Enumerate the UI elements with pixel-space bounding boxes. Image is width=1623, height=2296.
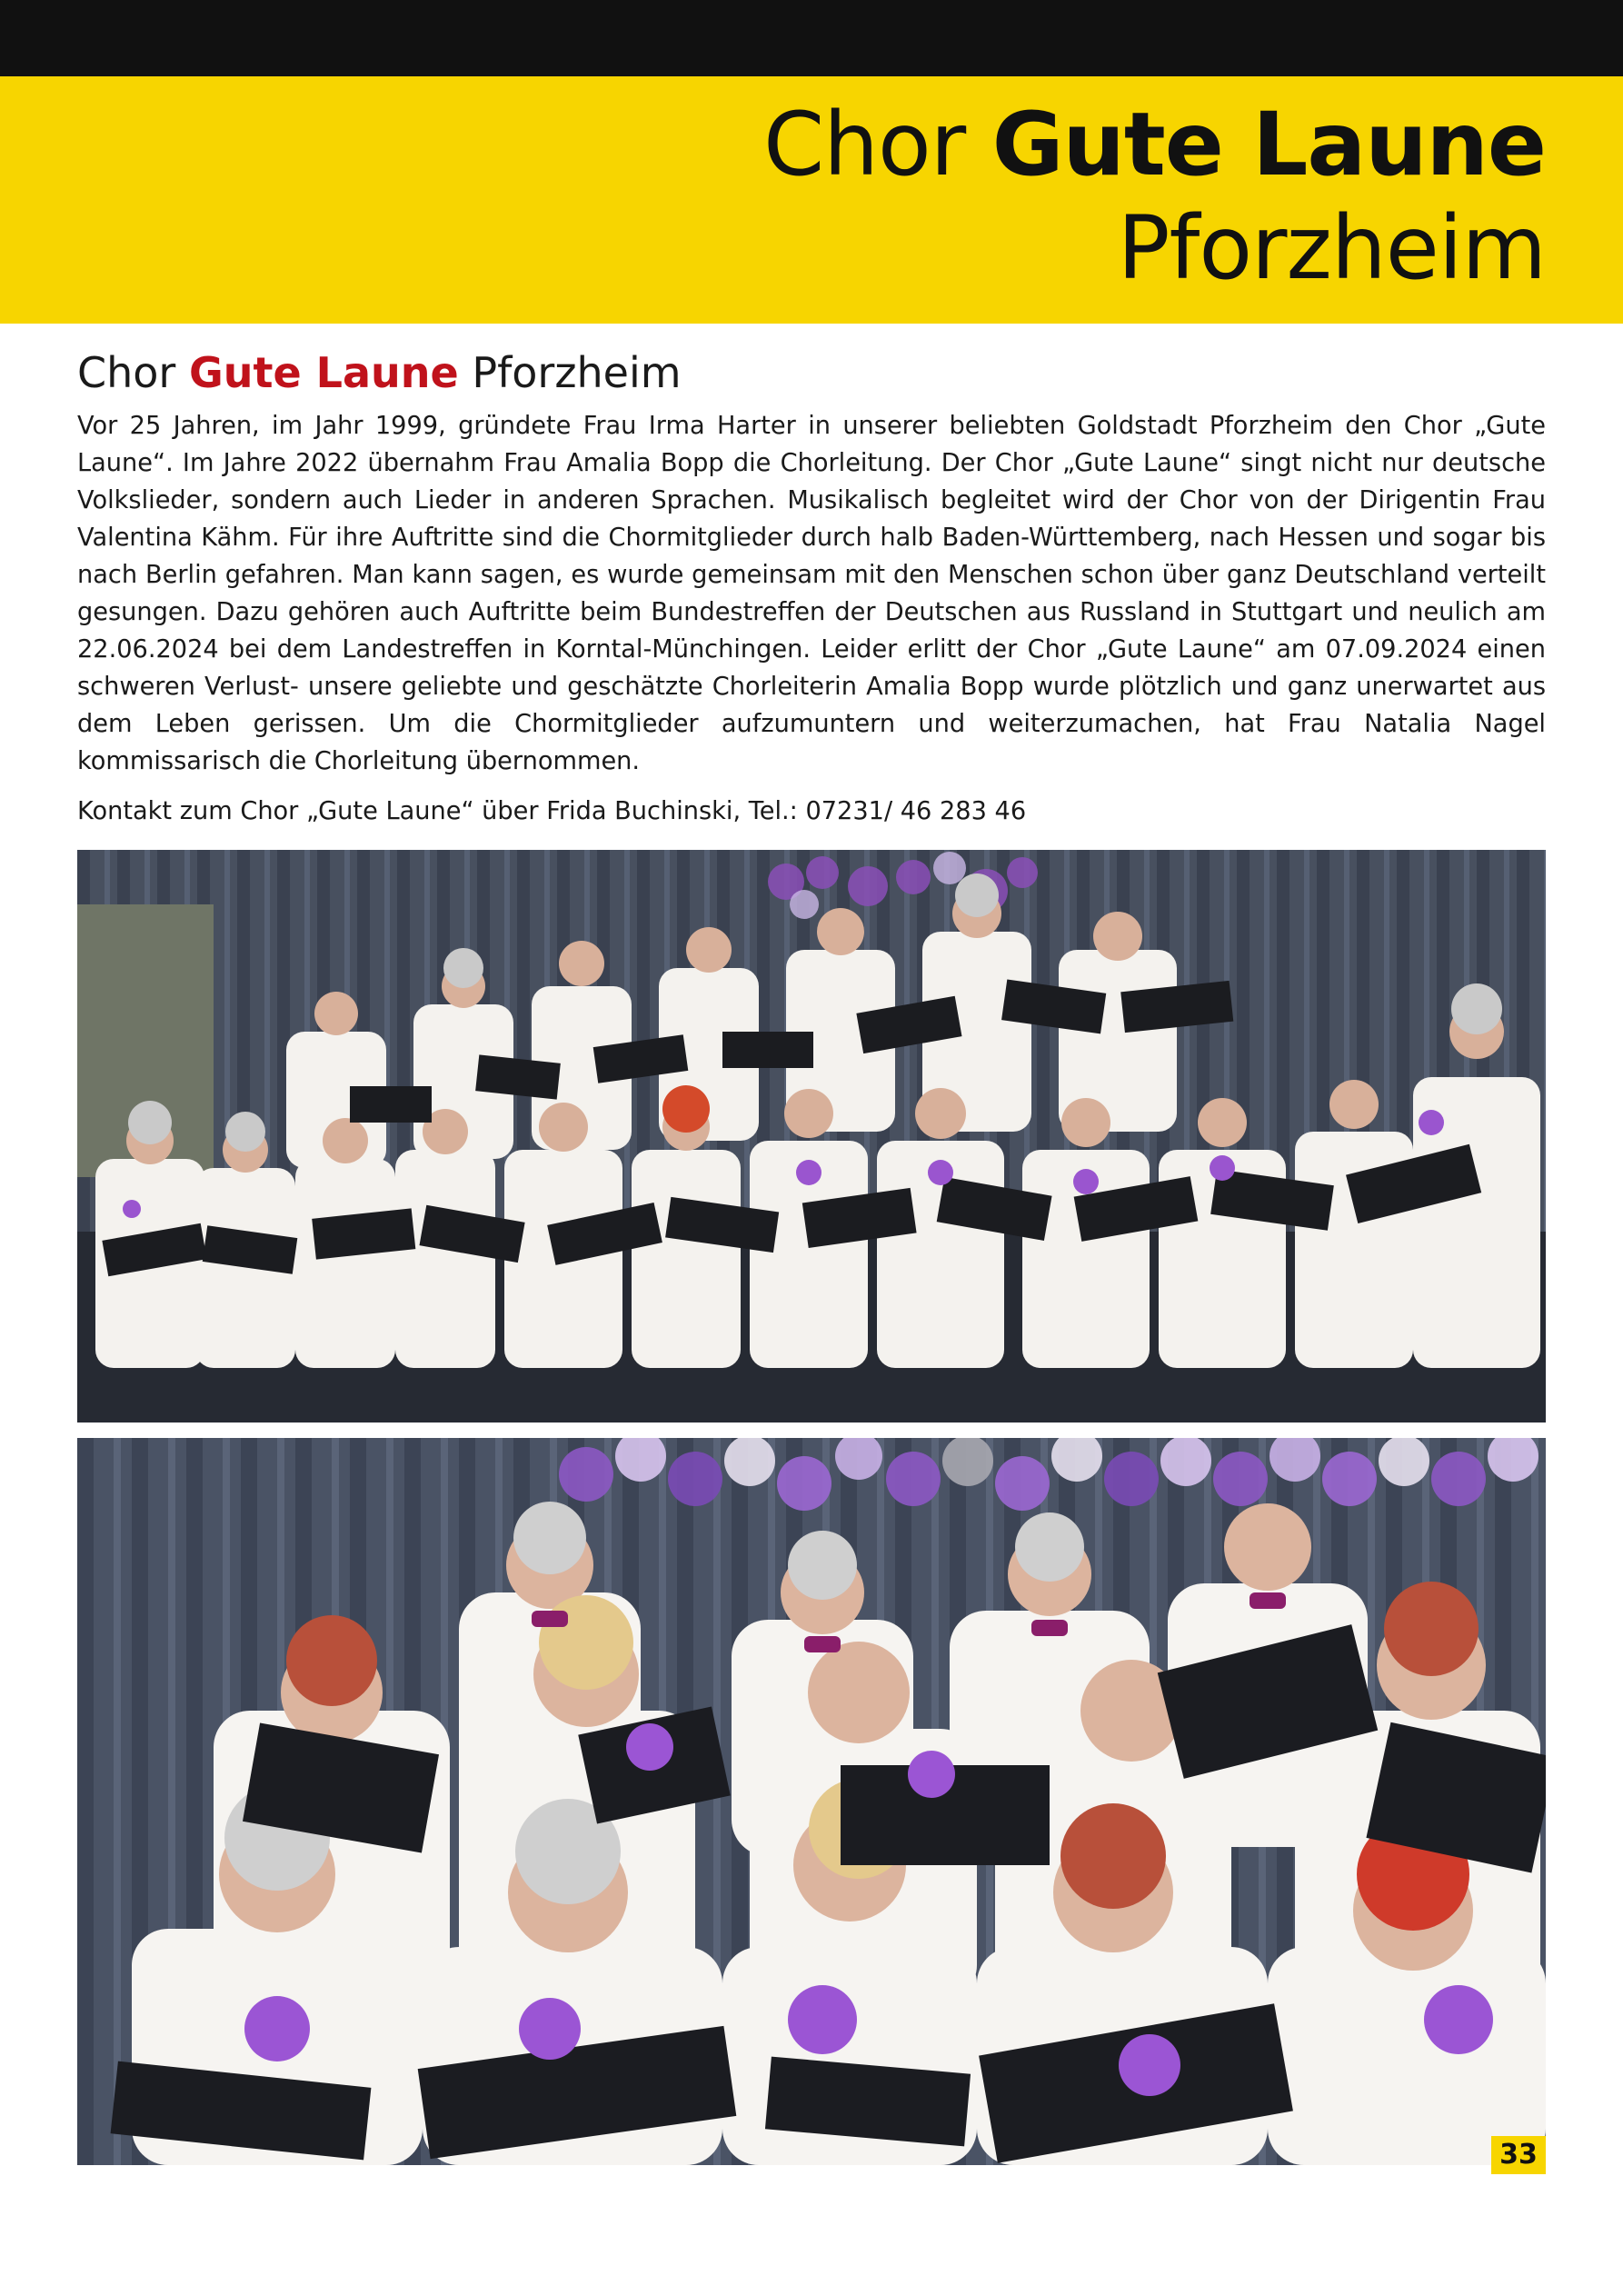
choir-photo-wide-image (77, 850, 1546, 1423)
choir-photo-wide (77, 850, 1546, 1423)
article-heading-prefix: Chor (77, 348, 176, 397)
choir-photo-closeup (77, 1438, 1546, 2165)
article-heading (77, 345, 682, 400)
article-body: Vor 25 Jahren, im Jahr 1999, gründete Frau Irma Harter in unserer beliebten Goldstadt Pforzheim den Chor „Gute Laune“. Im Jahre 2022 übernahm Frau Amalia Bopp die Chorleitung. Der Chor „Gute Laune“ singt nicht nur deutsche Volkslieder, sondern auch Lieder in anderen Sprachen. Musikalisch begleitet wird der Chor von der Dirigentin Frau Valentina Kähm. Für ihre Auftritte sind die Chormitglieder durch halb Baden-Württemberg, nach Hessen und sogar bis nach Berlin gefahren. Man kann sagen, es wurde gemeinsam mit den Menschen schon über ganz Deutschland verteilt gesungen. Dazu gehören auch Auftritte beim Bundestreffen der Deutschen aus Russland in Stuttgart und neulich am 22.06.2024 bei dem Landestreffen in Korntal-Münchingen. Leider erlitt der Chor „Gute Laune“ am 07.09.2024 einen schweren Verlust- unsere geliebte und geschätzte Chorleiterin Amalia Bopp wurde plötzlich und ganz unerwartet aus dem Leben gerissen. Um die Chormitglieder aufzumuntern und weiterzumachen, hat Frau Natalia Nagel kommissarisch die Chorleitung übernommen. (77, 412, 1546, 775)
choir-photo-closeup-image (77, 1438, 1546, 2165)
top-black-bar (0, 0, 1623, 76)
header-title-prefix: Chor (763, 94, 966, 195)
article-heading-suffix: Pforzheim (472, 348, 682, 397)
contact-line: Kontakt zum Chor „Gute Laune“ über Frida Buchinski, Tel.: 07231/ 46 283 46 (77, 797, 1027, 825)
page-number: 33 (1491, 2136, 1546, 2174)
header-title-line2: Pforzheim (1117, 197, 1546, 299)
header-title-bold: Gute Laune (991, 94, 1546, 195)
header-title (763, 93, 1546, 300)
header-title-line1 (763, 93, 1546, 196)
article-heading-accent: Gute Laune (188, 348, 459, 397)
header-banner (0, 76, 1623, 324)
